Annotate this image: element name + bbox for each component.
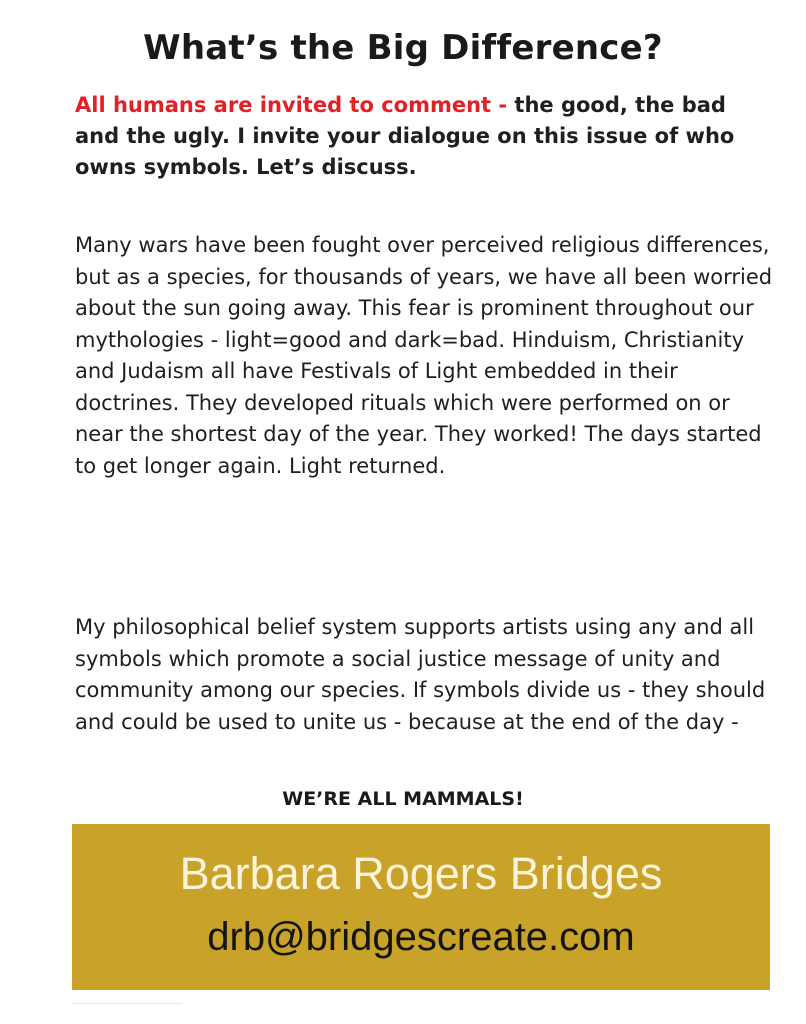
intro-rest-text: the good, the bad and the ugly. I invite your dialogue on this issue of who owns symbols. Let’s discuss. (75, 93, 735, 179)
author-email: drb@bridgescreate.com (207, 915, 635, 959)
intro-accent-text: All humans are invited to comment - (75, 93, 508, 117)
footer-divider (72, 1003, 182, 1004)
body-paragraph-light: Many wars have been fought over perceived religious differences, but as a species, for thousands of years, we have all been worried about the sun going away. This fear is prominent throughout our mythologies - light=good and dark=bad. Hinduism, Christianity and Judaism all have Festivals of Light embedded in their doctrines. They developed rituals which were performed on or near the shortest day of the year. They worked! The days started to get longer again. Light returned. (75, 233, 773, 478)
body-paragraph-symbols: My philosophical belief system supports artists using any and all symbols which promote a social justice message of unity and community among our species. If symbols divide us - they should and could be used to unite us - because at the end of the day - (75, 615, 766, 734)
contact-banner (72, 824, 770, 990)
author-name: Barbara Rogers Bridges (179, 848, 663, 899)
page-title: What’s the Big Difference? (143, 28, 663, 68)
intro-paragraph (75, 90, 765, 183)
closing-statement: WE’RE ALL MAMMALS! (282, 788, 524, 810)
